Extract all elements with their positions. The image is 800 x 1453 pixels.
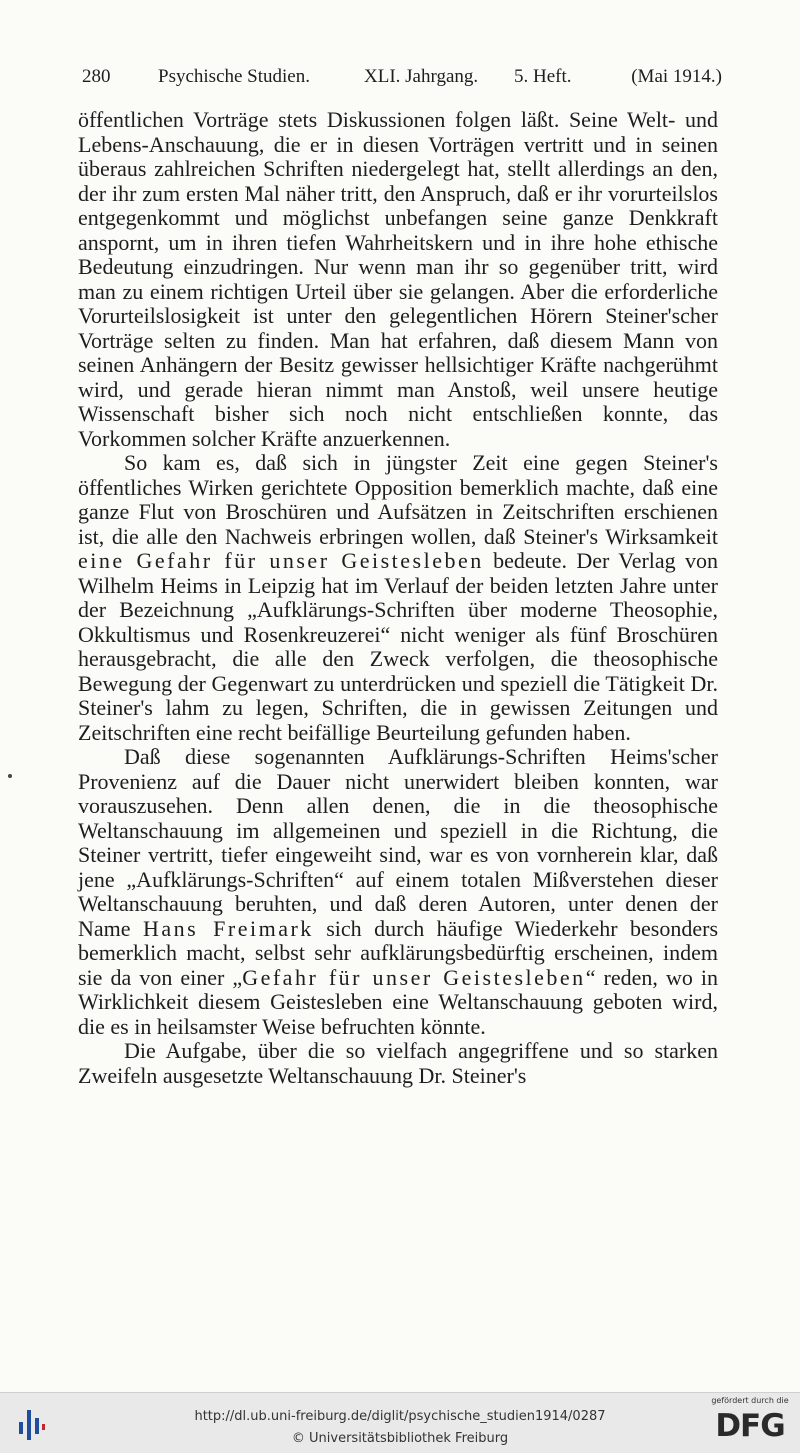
dfg-note: gefördert durch die (711, 1396, 789, 1405)
running-header (82, 66, 722, 96)
issue-label: 5. Heft. (514, 66, 572, 87)
paragraph-3 (78, 745, 718, 1039)
paragraph-4: Die Aufgabe, über die so vielfach angegriffene und so starken Zweifeln ausgesetzte Weltanschauung Dr. Steiner's (78, 1038, 718, 1088)
volume-label: XLI. Jahrgang. (364, 66, 479, 87)
emphasis-gefahr-2: Gefahr für unser Geistesleben (242, 964, 586, 990)
margin-mark (8, 774, 12, 778)
emphasis-gefahr-1: eine Gefahr für unser Geistesleben (78, 548, 484, 573)
paragraph-3-part-a: Daß diese sogenannten Aufklärungs-Schriften Heims'scher Provenienz auf die Dauer nicht unerwidert bleiben konnten, war vorauszusehen. Denn allen denen, die in die theosophische Weltanschauung im allgemeinen und speziell in die Richtung, die Steiner vertritt, tiefer eingeweiht sind, war es von vornherein klar, daß jene „Aufklärungs-Schriften“ auf einem totalen Mißverstehen dieser Weltanschauung beruhten, und daß deren Autoren, unter denen der Name (78, 744, 718, 941)
dfg-logo: DFG (715, 1408, 785, 1444)
copyright-notice: © Universitätsbibliothek Freiburg (291, 1431, 509, 1446)
paragraph-1: öffentlichen Vorträge stets Diskussionen folgen läßt. Seine Welt- und Lebens-Anschauung, die er in diesen Vorträgen vertritt und in seinen überaus zahlreichen Schriften niedergelegt hat, stellt allerdings an den, der ihr zum ersten Mal näher tritt, den Anspruch, daß er ihr vorurteilslos entgegenkommt und möglichst unbefangen seine ganze Denkkraft anspornt, um in ihren tiefen Wahrheitskern und in ihre hohe ethische Bedeutung einzudringen. Nur wenn man ihr so gegenüber tritt, wird man zu einem richtigen Urteil über sie gelangen. Aber die erforderliche Vorurteilslosigkeit ist unter den gelegentlichen Hörern Steiner'scher Vorträge selten zu finden. Man hat erfahren, daß diesem Mann von seinen Anhängern der Besitz gewisser hellsichtiger Kräfte nachgerühmt wird, und gerade hieran nimmt man Anstoß, weil unsere heutige Wissenschaft bisher sich noch nicht entschließen konnte, das Vorkommen solcher Kräfte anzuerkennen. (78, 107, 718, 451)
paragraph-3-part-c: “ reden, wo in Wirklichkeit diesem Geistesleben eine Weltanschauung geboten wird, die es in heilsamster Weise befruchten könnte. (78, 964, 719, 1039)
page-number: 280 (82, 66, 111, 87)
paragraph-3-part-b: sich durch häufige Wiederkehr besonders bemerklich macht, selbst sehr aufklärungsbedürftig erscheinen, indem sie da von einer „ (78, 915, 719, 990)
viewer-footer (0, 1392, 800, 1453)
journal-title: Psychische Studien. (158, 66, 310, 87)
paragraph-2-part-b: bedeute. Der Verlag von Wilhelm Heims in Leipzig hat im Verlauf der beiden letzten Jahre unter der Bezeichnung „Aufklärungs-Schriften über moderne Theosophie, Okkultismus und Rosenkreuzerei“ nicht weniger als fünf Broschüren herausgebracht, die alle den Zweck verfolgen, die theosophische Bewegung der Gegenwart zu unterdrücken und speziell die Tätigkeit Dr. Steiner's lahm zu legen, Schriften, die in gewissen Zeitungen und Zeitschriften eine recht beifällige Beurteilung gefunden haben. (78, 548, 719, 745)
emphasis-author-name: Hans Freimark (142, 915, 314, 941)
permalink-url[interactable]: http://dl.ub.uni-freiburg.de/diglit/psychische_studien1914/0287 (194, 1409, 606, 1424)
dfg-sponsor (706, 1396, 794, 1450)
paragraph-2 (78, 451, 718, 745)
body-text (78, 108, 718, 1088)
issue-date: (Mai 1914.) (631, 66, 722, 87)
ub-freiburg-logo-icon (16, 1404, 48, 1444)
paragraph-2-part-a: So kam es, daß sich in jüngster Zeit eine gegen Steiner's öffentliches Wirken gerichtete Opposition bemerklich machte, daß eine ganze Flut von Broschüren und Aufsätzen in Zeitschriften erschienen ist, die alle den Nachweis erbringen wollen, daß Steiner's Wirksamkeit (78, 450, 718, 549)
